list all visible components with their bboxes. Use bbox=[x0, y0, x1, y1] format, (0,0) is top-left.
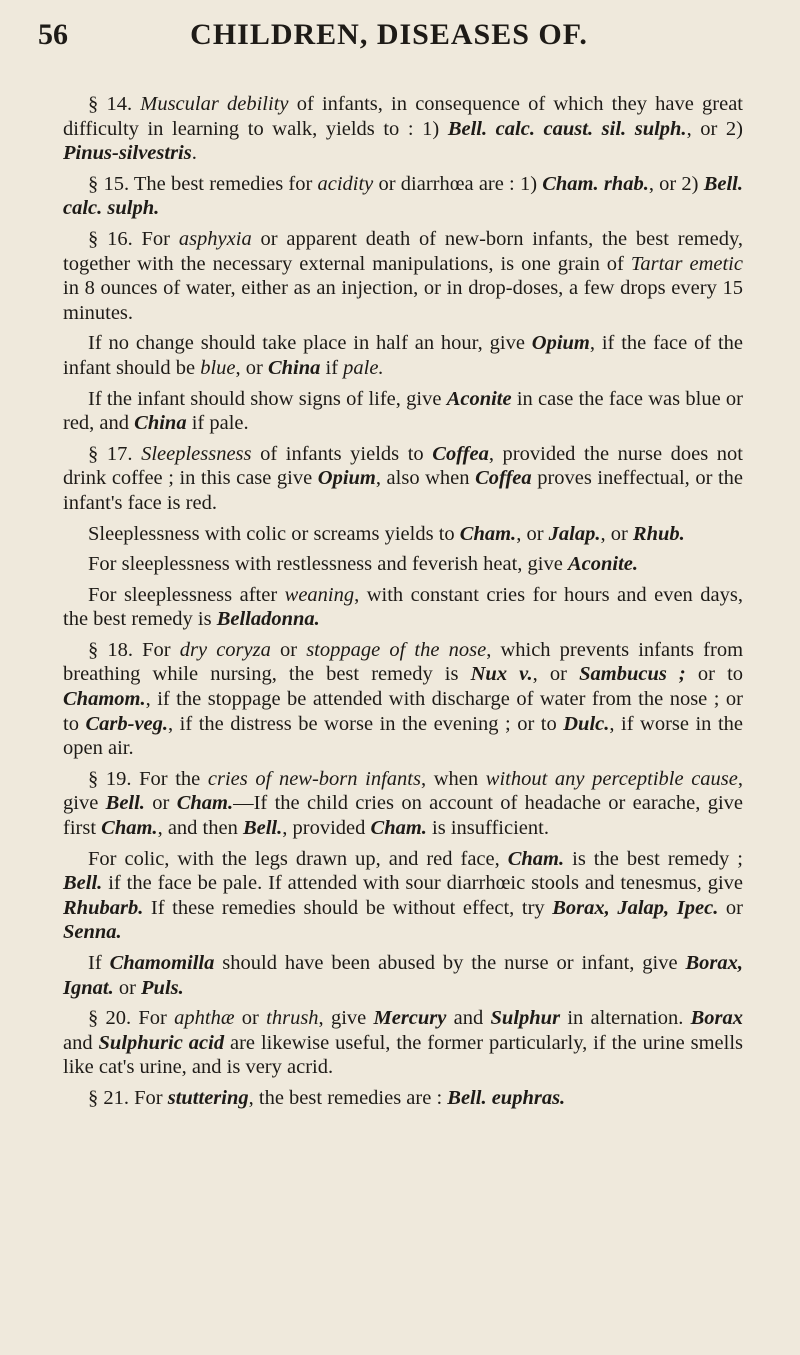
emphasis-text: stuttering bbox=[167, 1086, 249, 1109]
emphasis-text: aphthæ bbox=[174, 1007, 235, 1030]
emphasis-text: pale. bbox=[343, 356, 384, 379]
text-run: , when bbox=[420, 767, 486, 790]
emphasis-text: Cham. bbox=[101, 817, 158, 840]
text-run: and bbox=[63, 1031, 99, 1054]
text-run: in alternation. bbox=[560, 1007, 691, 1030]
paragraph bbox=[63, 1086, 743, 1111]
text-run: , if the distress be worse in the evening ; or to bbox=[168, 712, 564, 735]
paragraph bbox=[63, 638, 743, 761]
text-run: —If the child cries on account of headache or earache, give first bbox=[63, 792, 744, 840]
text-run: , give bbox=[318, 1007, 374, 1030]
emphasis-text: Borax bbox=[690, 1007, 743, 1030]
text-run: , provided the nurse does not drink coffee ; in this case give bbox=[63, 442, 743, 490]
text-run: § 17. bbox=[88, 442, 142, 465]
text-run: For sleeplessness with restlessness and feverish heat, give bbox=[88, 553, 568, 576]
text-run: or bbox=[234, 1007, 267, 1030]
emphasis-text: cries of new-born infants bbox=[207, 767, 421, 790]
emphasis-text: Coffea bbox=[475, 467, 532, 490]
emphasis-text: Cham. bbox=[507, 847, 565, 870]
text-run: . bbox=[191, 142, 197, 165]
emphasis-text: without any perceptible cause bbox=[485, 767, 738, 790]
emphasis-text: China bbox=[267, 356, 321, 379]
text-run: If the infant should show signs of life, give bbox=[88, 387, 447, 410]
text-run: or bbox=[718, 896, 743, 919]
text-run: if the face be pale. If attended with sour diarrhœic stools and tenesmus, give bbox=[102, 872, 743, 895]
emphasis-text: Cham. bbox=[459, 522, 517, 545]
paragraph bbox=[63, 172, 743, 221]
emphasis-text: stoppage of the nose bbox=[306, 638, 487, 661]
emphasis-text: Cham. bbox=[370, 817, 427, 840]
text-run: are likewise useful, the former particularly, if the urine smells like cat's urine, and is very acrid. bbox=[63, 1031, 743, 1079]
paragraph bbox=[63, 227, 743, 325]
text-run: , or bbox=[235, 356, 268, 379]
emphasis-text: Nux v. bbox=[470, 663, 533, 686]
emphasis-text: Sulphuric acid bbox=[98, 1031, 225, 1054]
emphasis-text: Bell. calc. sulph. bbox=[63, 172, 744, 220]
emphasis-text: Sulphur bbox=[490, 1007, 561, 1030]
text-run: , with constant cries for hours and even days, the best remedy is bbox=[63, 583, 743, 631]
emphasis-text: Senna. bbox=[63, 921, 122, 944]
emphasis-text: asphyxia bbox=[178, 227, 252, 250]
paragraph bbox=[63, 583, 743, 632]
emphasis-text: Tartar emetic bbox=[630, 252, 743, 275]
text-run: in case the face was blue or red, and bbox=[63, 387, 743, 435]
text-run: or bbox=[270, 638, 307, 661]
emphasis-text: Pinus-silvestris bbox=[63, 142, 192, 165]
text-run: , or bbox=[600, 522, 633, 545]
text-run: If these remedies should be without effect, try bbox=[143, 896, 553, 919]
paragraph bbox=[63, 442, 743, 516]
text-run: , the best remedies are : bbox=[248, 1086, 448, 1109]
emphasis-text: Muscular debility bbox=[140, 93, 289, 115]
emphasis-text: Carb-veg. bbox=[85, 712, 169, 735]
text-run: or bbox=[144, 792, 177, 815]
emphasis-text: Chamom. bbox=[63, 688, 146, 711]
text-run: For colic, with the legs drawn up, and red face, bbox=[88, 847, 508, 870]
emphasis-text: Bell. euphras. bbox=[447, 1086, 566, 1109]
emphasis-text: Opium bbox=[317, 467, 376, 490]
paragraph bbox=[63, 847, 743, 945]
text-run: in 8 ounces of water, either as an injection, or in drop-doses, a few drops every 15 minutes. bbox=[63, 277, 743, 324]
emphasis-text: Dulc. bbox=[563, 712, 610, 735]
text-run: if pale. bbox=[186, 412, 249, 435]
text-run: § 14. bbox=[88, 93, 141, 115]
body-text bbox=[63, 92, 743, 1117]
paragraph bbox=[63, 331, 743, 380]
emphasis-text: Borax, Ignat. bbox=[63, 952, 744, 999]
text-run: § 15. The best remedies for bbox=[88, 172, 318, 195]
emphasis-text: Rhubarb. bbox=[63, 896, 144, 919]
text-run: , and then bbox=[157, 817, 243, 840]
text-run: if bbox=[320, 356, 344, 379]
emphasis-text: weaning bbox=[284, 583, 355, 606]
emphasis-text: thrush bbox=[266, 1007, 319, 1030]
text-run: should have been abused by the nurse or infant, give bbox=[214, 952, 686, 974]
text-run: For sleeplessness after bbox=[88, 583, 285, 606]
emphasis-text: dry coryza bbox=[179, 638, 271, 661]
emphasis-text: Cham. rhab. bbox=[542, 172, 649, 195]
text-run: , which prevents infants from breathing while nursing, the best remedy is bbox=[63, 638, 744, 686]
paragraph bbox=[63, 767, 743, 841]
emphasis-text: Jalap. bbox=[548, 522, 601, 545]
emphasis-text: Opium bbox=[531, 332, 590, 355]
text-run: , if worse in the open air. bbox=[63, 712, 743, 760]
emphasis-text: Sleeplessness bbox=[141, 442, 252, 465]
emphasis-text: blue bbox=[200, 356, 236, 379]
emphasis-text: Aconite. bbox=[567, 553, 638, 576]
text-run: If no change should take place in half an hour, give bbox=[88, 332, 532, 355]
page-number: 56 bbox=[38, 18, 68, 51]
text-run: , or 2) bbox=[648, 172, 704, 195]
text-run: , also when bbox=[375, 467, 476, 490]
text-run: Sleeplessness with colic or screams yields to bbox=[88, 522, 460, 545]
text-run: of infants yields to bbox=[251, 442, 433, 465]
paragraph bbox=[63, 951, 743, 1000]
text-run: is insufficient. bbox=[426, 817, 549, 840]
text-run: § 20. For bbox=[88, 1007, 175, 1030]
running-title: CHILDREN, DISEASES OF. bbox=[190, 18, 588, 51]
text-run: If bbox=[88, 952, 110, 974]
page-header bbox=[38, 18, 740, 58]
text-run: proves ineffectual, or the infant's face is red. bbox=[63, 467, 743, 514]
text-run: § 19. For the bbox=[88, 767, 208, 790]
text-run: , provided bbox=[282, 817, 371, 840]
paragraph bbox=[63, 1006, 743, 1080]
emphasis-text: Puls. bbox=[141, 976, 184, 999]
emphasis-text: acidity bbox=[317, 172, 374, 195]
emphasis-text: Borax, Jalap, Ipec. bbox=[552, 896, 719, 919]
emphasis-text: Chamomilla bbox=[109, 952, 215, 974]
emphasis-text: Coffea bbox=[432, 442, 489, 465]
text-run: or diarrhœa are : 1) bbox=[373, 172, 543, 195]
emphasis-text: Mercury bbox=[373, 1007, 447, 1030]
text-run: , if the face of the infant should be bbox=[63, 332, 743, 379]
emphasis-text: China bbox=[134, 412, 187, 435]
text-run: of infants, in consequence of which they have great difficulty in learning to walk, yields to : 1) bbox=[63, 93, 743, 140]
text-run: or to bbox=[685, 663, 744, 686]
text-run: or bbox=[113, 976, 142, 999]
emphasis-text: Bell. calc. caust. sil. sulph. bbox=[447, 117, 687, 140]
emphasis-text: Aconite bbox=[446, 387, 512, 410]
text-run: is the best remedy ; bbox=[564, 847, 743, 870]
text-run: , or bbox=[532, 663, 580, 686]
emphasis-text: Belladonna. bbox=[216, 608, 320, 631]
emphasis-text: Rhub. bbox=[632, 522, 685, 545]
text-run: and bbox=[446, 1007, 491, 1030]
paragraph bbox=[63, 522, 743, 547]
emphasis-text: Bell. bbox=[242, 817, 283, 840]
text-run: or apparent death of new-born infants, the best remedy, together with the necessary external manipulations, is one grain of bbox=[63, 227, 744, 275]
text-run: § 16. For bbox=[88, 227, 179, 250]
paragraph bbox=[63, 387, 743, 436]
text-run: § 21. For bbox=[88, 1086, 168, 1109]
text-run: , or bbox=[516, 522, 549, 545]
text-run: , give bbox=[63, 767, 744, 815]
emphasis-text: Cham. bbox=[176, 792, 234, 815]
emphasis-text: Bell. bbox=[105, 792, 145, 815]
paragraph bbox=[63, 552, 743, 577]
emphasis-text: Sambucus ; bbox=[579, 663, 686, 686]
paragraph bbox=[63, 92, 743, 166]
emphasis-text: Bell. bbox=[63, 872, 103, 895]
text-run: , or 2) bbox=[686, 117, 743, 140]
text-run: § 18. For bbox=[88, 638, 180, 661]
text-run: , if the stoppage be attended with discharge of water from the nose ; or to bbox=[63, 688, 743, 735]
